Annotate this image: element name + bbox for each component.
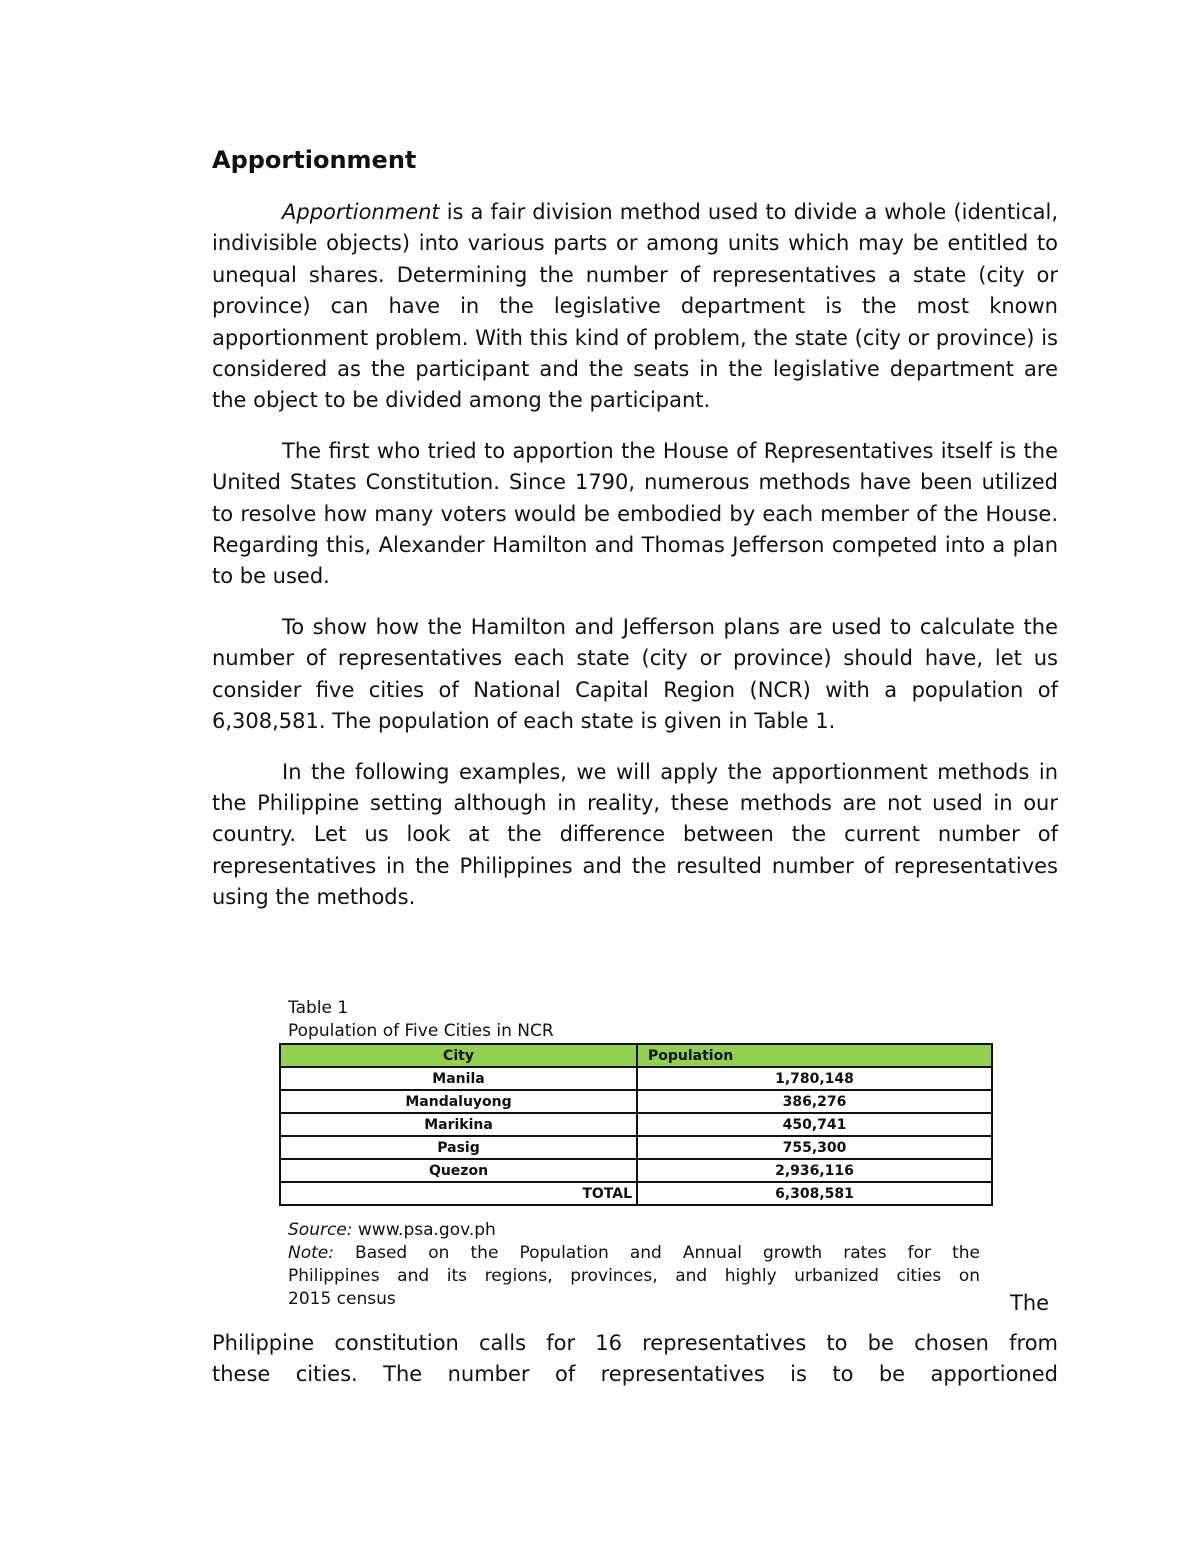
note-line-3: 2015 census (288, 1289, 396, 1309)
paragraph-history-text: The first who tried to apportion the House of Representatives itself is the United States Constitution. Since 1790, numerous methods have been utilized to resolve how many voters would be embodied by each member of the House. Regarding this, Alexander Hamilton and Thomas Jefferson competed into a plan to be used. (212, 438, 1058, 589)
paragraph-constitution-line-2: these cities. The number of representatives is to be apportioned (212, 1362, 1058, 1387)
table-total-row (280, 1182, 992, 1205)
source-text: www.psa.gov.ph (352, 1220, 496, 1240)
table-row (280, 1090, 992, 1113)
table-header-row (280, 1044, 992, 1067)
total-label: TOTAL (280, 1182, 637, 1205)
note-line-1 (288, 1242, 980, 1265)
city-cell: Marikina (280, 1113, 637, 1136)
population-cell: 450,741 (637, 1113, 992, 1136)
note-line-2: Philippines and its regions, provinces, and highly urbanized cities on (288, 1266, 980, 1286)
paragraph-philippine-setting (212, 757, 1058, 914)
population-cell: 2,936,116 (637, 1159, 992, 1182)
table-label: Table 1 (288, 998, 349, 1018)
note-label: Note: (288, 1243, 334, 1263)
table-row (280, 1067, 992, 1090)
paragraph-definition (212, 197, 1058, 417)
paragraph-constitution (212, 1328, 1058, 1391)
population-cell: 386,276 (637, 1090, 992, 1113)
paragraph-example-intro-text: To show how the Hamilton and Jefferson plans are used to calculate the number of representatives each state (city or province) should have, let us consider five cities of National Capital Region (NCR) with a population of 6,308,581. The population of each state is given in Table 1. (212, 614, 1058, 734)
note-text-1: Based on the Population and Annual growth rates for the (333, 1243, 980, 1263)
city-cell: Manila (280, 1067, 637, 1090)
paragraph-philippine-setting-text: In the following examples, we will apply the apportionment methods in the Philippine setting although in reality, these methods are not used in our country. Let us look at the difference between the current number of representatives in the Philippines and the resulted number of representatives using the methods. (212, 759, 1058, 910)
source-label: Source: (288, 1220, 353, 1240)
table-row (280, 1159, 992, 1182)
term-apportionment: Apportionment (282, 200, 440, 224)
population-cell: 1,780,148 (637, 1067, 992, 1090)
city-cell: Pasig (280, 1136, 637, 1159)
document-body (212, 140, 1058, 933)
page-title: Apportionment (212, 146, 417, 174)
population-table (279, 1043, 993, 1206)
table-notes (288, 1219, 980, 1311)
paragraph-definition-text: is a fair division method used to divide a whole (identical, indivisible objects) into various parts or among units which may be entitled to unequal shares. Determining the number of representatives a state (city or province) can have in the legislative department is the most known apportionment problem. With this kind of problem, the state (city or province) is considered as the participant and the seats in the legislative department are the object to be divided among the participant. (212, 200, 1058, 413)
table-row (280, 1136, 992, 1159)
table-title: Population of Five Cities in NCR (288, 1021, 554, 1041)
paragraph-example-intro (212, 612, 1058, 738)
paragraph-constitution-start: The (1010, 1291, 1050, 1315)
paragraph-history (212, 436, 1058, 593)
table-row (280, 1113, 992, 1136)
city-cell: Mandaluyong (280, 1090, 637, 1113)
header-population: Population (637, 1044, 992, 1067)
header-city: City (280, 1044, 637, 1067)
paragraph-constitution-line-1: Philippine constitution calls for 16 representatives to be chosen from (212, 1331, 1058, 1355)
table-caption (288, 997, 554, 1043)
population-cell: 755,300 (637, 1136, 992, 1159)
source-line (288, 1219, 980, 1242)
city-cell: Quezon (280, 1159, 637, 1182)
total-value: 6,308,581 (637, 1182, 992, 1205)
